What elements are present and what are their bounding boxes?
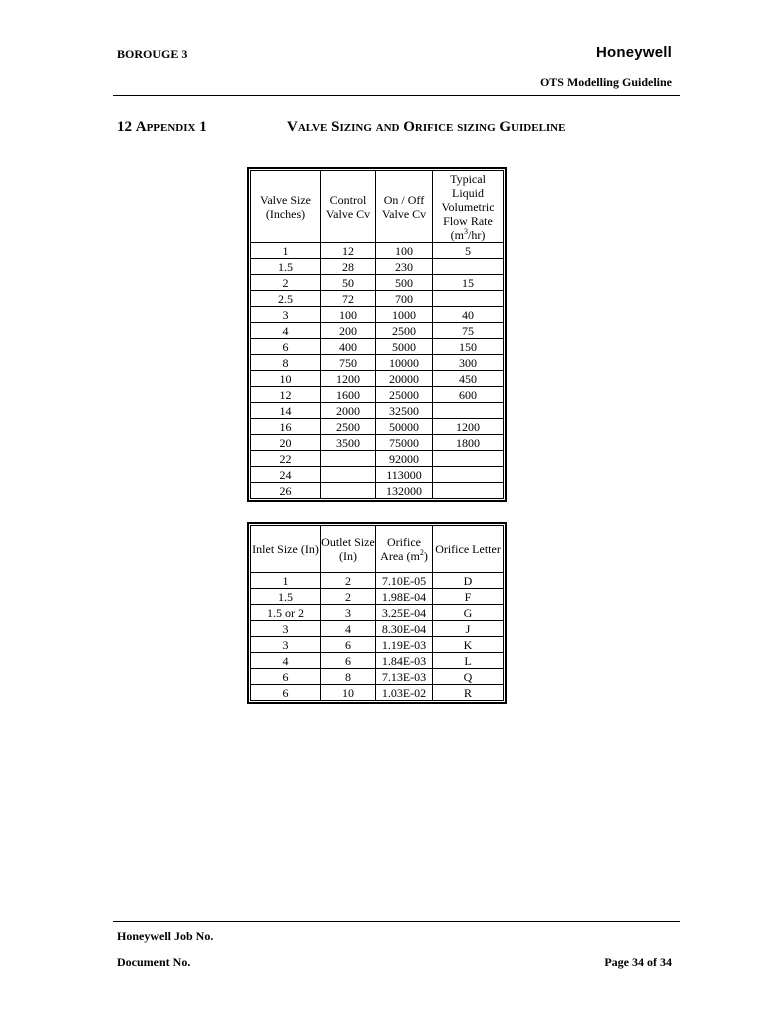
table-cell (433, 483, 504, 499)
table-cell: 750 (321, 355, 376, 371)
table-cell: 2 (251, 275, 321, 291)
table-cell: K (433, 637, 504, 653)
table-row (251, 243, 504, 259)
document-number-label: Document No. (117, 955, 191, 969)
table-row (251, 589, 504, 605)
table-row (251, 467, 504, 483)
table-cell: 6 (321, 653, 376, 669)
table-row (251, 573, 504, 589)
table-row (251, 669, 504, 685)
document-subtitle: OTS Modelling Guideline (539, 75, 672, 89)
table-cell: 300 (433, 355, 504, 371)
table-cell: 5 (433, 243, 504, 259)
table-cell: 6 (321, 637, 376, 653)
table-cell: 4 (321, 621, 376, 637)
table-row (251, 355, 504, 371)
table-cell: 600 (433, 387, 504, 403)
table-row (251, 605, 504, 621)
table-row (251, 259, 504, 275)
table-cell: 25000 (376, 387, 433, 403)
table-cell: 2000 (321, 403, 376, 419)
table-cell: 1.84E-03 (376, 653, 433, 669)
table-cell: 4 (251, 323, 321, 339)
table-cell: 24 (251, 467, 321, 483)
table-cell: 2 (321, 573, 376, 589)
table-cell: 7.10E-05 (376, 573, 433, 589)
table-cell: 72 (321, 291, 376, 307)
column-header: Valve Size (Inches) (251, 171, 321, 243)
table-cell: 2500 (321, 419, 376, 435)
table-cell: 32500 (376, 403, 433, 419)
table-cell: J (433, 621, 504, 637)
table-row (251, 419, 504, 435)
orifice-sizing-table (250, 525, 504, 701)
project-name: BOROUGE 3 (117, 47, 188, 61)
table-cell: 3500 (321, 435, 376, 451)
table-cell (433, 259, 504, 275)
table-cell: 3 (251, 637, 321, 653)
table-cell: 28 (321, 259, 376, 275)
table-row (251, 685, 504, 701)
table-cell: 1600 (321, 387, 376, 403)
table-cell (433, 291, 504, 307)
table-cell (433, 451, 504, 467)
table-cell: 230 (376, 259, 433, 275)
table-row (251, 483, 504, 499)
table-cell: 100 (321, 307, 376, 323)
orifice-table-body (251, 573, 504, 701)
table-cell: 4 (251, 653, 321, 669)
table-cell: 1800 (433, 435, 504, 451)
table-cell: 8 (321, 669, 376, 685)
table-cell: 3 (251, 621, 321, 637)
table-cell: 20 (251, 435, 321, 451)
column-header: Outlet Size (In) (321, 526, 376, 573)
table-cell: 500 (376, 275, 433, 291)
table-cell: 10 (321, 685, 376, 701)
table-row (251, 371, 504, 387)
valve-sizing-table (250, 170, 504, 499)
section-number: 12 (117, 119, 132, 135)
table-cell: 113000 (376, 467, 433, 483)
column-header: Orifice Letter (433, 526, 504, 573)
table-cell: D (433, 573, 504, 589)
valve-table-body (251, 243, 504, 499)
table-cell: 100 (376, 243, 433, 259)
section-name: Appendix 1 (135, 119, 207, 135)
table-cell: 1.5 (251, 259, 321, 275)
table-cell: 16 (251, 419, 321, 435)
table-cell: 132000 (376, 483, 433, 499)
table-cell: 450 (433, 371, 504, 387)
table-header-row (251, 526, 504, 573)
table-row (251, 291, 504, 307)
table-cell: 7.13E-03 (376, 669, 433, 685)
table-row (251, 307, 504, 323)
table-row (251, 339, 504, 355)
table-cell (321, 451, 376, 467)
column-header: Typical Liquid Volumetric Flow Rate $(m^3/hr)$ (433, 171, 504, 243)
table-cell: 10 (251, 371, 321, 387)
table-cell: 2500 (376, 323, 433, 339)
table-row (251, 275, 504, 291)
table-cell: 2.5 (251, 291, 321, 307)
table-cell: 400 (321, 339, 376, 355)
table-cell: 1.03E-02 (376, 685, 433, 701)
table-cell: 200 (321, 323, 376, 339)
table-cell: 8.30E-04 (376, 621, 433, 637)
table-cell: 50000 (376, 419, 433, 435)
table-row (251, 621, 504, 637)
table-cell: G (433, 605, 504, 621)
table-cell: 150 (433, 339, 504, 355)
table-cell (321, 467, 376, 483)
table-cell: 50 (321, 275, 376, 291)
table-cell: 1.5 (251, 589, 321, 605)
section-title: Valve Sizing and Orifice sizing Guideline (287, 119, 566, 135)
table-cell: 2 (321, 589, 376, 605)
table-cell: 8 (251, 355, 321, 371)
job-number-label: Honeywell Job No. (117, 929, 214, 943)
section-heading (117, 119, 207, 136)
table-cell: Q (433, 669, 504, 685)
table-cell: 75 (433, 323, 504, 339)
brand-logo: Honeywell (596, 44, 672, 61)
table-cell: 12 (251, 387, 321, 403)
table-cell: 1000 (376, 307, 433, 323)
table-cell: R (433, 685, 504, 701)
table-row (251, 435, 504, 451)
table-cell: 75000 (376, 435, 433, 451)
column-header: Control Valve Cv (321, 171, 376, 243)
table-cell (433, 403, 504, 419)
table-cell: 40 (433, 307, 504, 323)
table-cell: 1.5 or 2 (251, 605, 321, 621)
table-header-row (251, 171, 504, 243)
table-cell (321, 483, 376, 499)
table-cell: 14 (251, 403, 321, 419)
table-cell: 5000 (376, 339, 433, 355)
table-cell: 3.25E-04 (376, 605, 433, 621)
table-cell: 3 (251, 307, 321, 323)
footer-divider (113, 921, 680, 922)
table-row (251, 637, 504, 653)
table-cell: F (433, 589, 504, 605)
table-cell: 3 (321, 605, 376, 621)
table-cell: 1.19E-03 (376, 637, 433, 653)
table-cell: 6 (251, 669, 321, 685)
table-cell: 1200 (433, 419, 504, 435)
table-cell: 1200 (321, 371, 376, 387)
table-row (251, 387, 504, 403)
table-cell: 12 (321, 243, 376, 259)
table-cell: 1.98E-04 (376, 589, 433, 605)
table-row (251, 653, 504, 669)
column-header: Inlet Size (In) (251, 526, 321, 573)
table-cell: 20000 (376, 371, 433, 387)
page-number: Page 34 of 34 (604, 955, 672, 969)
table-cell: 22 (251, 451, 321, 467)
column-header: Orifice Area $(m^2)$ (376, 526, 433, 573)
column-header: On / Off Valve Cv (376, 171, 433, 243)
table-row (251, 403, 504, 419)
table-cell: 10000 (376, 355, 433, 371)
table-cell: 6 (251, 339, 321, 355)
table-row (251, 323, 504, 339)
table-cell: 92000 (376, 451, 433, 467)
table-cell: 700 (376, 291, 433, 307)
table-cell: 1 (251, 243, 321, 259)
header-divider (113, 95, 680, 96)
table-cell (433, 467, 504, 483)
table-cell: L (433, 653, 504, 669)
table-cell: 15 (433, 275, 504, 291)
table-cell: 26 (251, 483, 321, 499)
table-cell: 1 (251, 573, 321, 589)
table-cell: 6 (251, 685, 321, 701)
table-row (251, 451, 504, 467)
